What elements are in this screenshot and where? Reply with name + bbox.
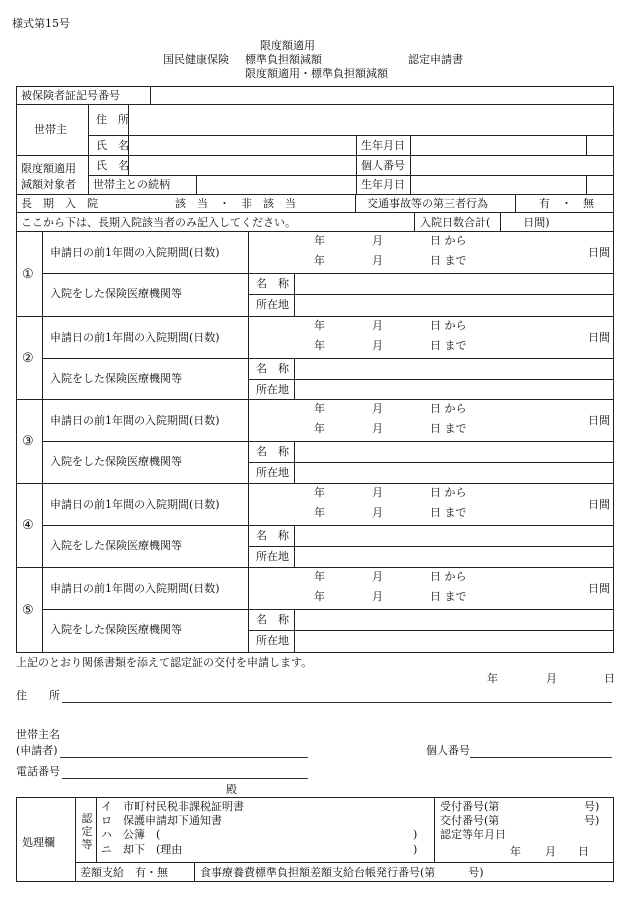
issue-number-suffix: 号)	[584, 814, 600, 827]
cert-date-year: 年	[510, 845, 521, 858]
stay-4-institution-address-label: 所在地	[256, 550, 289, 563]
processing-item-ro: ロ 保護申請却下通知書	[101, 814, 222, 827]
stay-2-number: ②	[22, 350, 34, 366]
long-hospital-option[interactable]: 該 当 ・ 非 該 当	[175, 197, 296, 210]
stay-3-institution-address-field[interactable]	[296, 463, 612, 482]
stay-1-institution-name-label: 名 称	[256, 277, 289, 290]
stay-2-institution-address-field[interactable]	[296, 380, 612, 399]
title-option-2: 標準負担額減額	[245, 53, 322, 66]
stay-4-days-label: 日間	[588, 498, 610, 511]
stay-2-period-label: 申請日の前1年間の入院期間(日数)	[50, 331, 220, 344]
householder-name-label: 氏 名	[96, 139, 129, 152]
receipt-number-label: 受付番号(第	[440, 800, 500, 813]
stay-3-from-month: 月	[372, 402, 383, 415]
certification-label: 認 定 等	[81, 812, 93, 851]
meal-cost-ledger: 食事療養費標準負担額差額支給台帳発行番号(第 号)	[200, 866, 484, 879]
stay-3-period-label: 申請日の前1年間の入院期間(日数)	[50, 414, 220, 427]
applicant-personal-number-field[interactable]	[470, 757, 612, 758]
long-hospital-label: 長 期 入 院	[21, 197, 98, 210]
householder-birthdate-label: 生年月日	[361, 139, 405, 152]
stay-4-institution-label: 入院をした保険医療機関等	[50, 539, 182, 552]
date-day: 日	[604, 672, 615, 685]
processing-item-i: イ 市町村民税非課税証明書	[101, 800, 244, 813]
stay-2-days-label: 日間	[588, 331, 610, 344]
stay-3-from-day: 日 から	[430, 402, 467, 415]
stay-3-institution-address-label: 所在地	[256, 466, 289, 479]
total-days-label: 入院日数合計( 日間)	[420, 216, 550, 229]
stay-5-period-label: 申請日の前1年間の入院期間(日数)	[50, 582, 220, 595]
honorific: 殿	[226, 783, 237, 796]
stay-3-institution-name-label: 名 称	[256, 445, 289, 458]
date-year: 年	[487, 672, 498, 685]
stay-2-from-month: 月	[372, 319, 383, 332]
stay-4-institution-name-label: 名 称	[256, 529, 289, 542]
stay-5-from-day: 日 から	[430, 570, 467, 583]
stay-5-institution-name-field[interactable]	[296, 610, 612, 629]
processing-item-ni: ニ 却下 (理由	[101, 843, 183, 856]
form-number: 様式第15号	[12, 17, 70, 30]
stay-1-to-day: 日 まで	[430, 254, 467, 267]
stay-5-institution-name-label: 名 称	[256, 613, 289, 626]
stay-4-to-year: 年	[314, 506, 325, 519]
title-option-1: 限度額適用	[260, 39, 315, 52]
stay-2-institution-address-label: 所在地	[256, 383, 289, 396]
stay-2-institution-label: 入院をした保険医療機関等	[50, 372, 182, 385]
stay-3-to-month: 月	[372, 422, 383, 435]
long-stay-note: ここから下は、長期入院該当者のみ記入してください。	[21, 216, 296, 229]
stay-5-to-year: 年	[314, 590, 325, 603]
receipt-number-suffix: 号)	[584, 800, 600, 813]
stay-1-institution-name-field[interactable]	[296, 274, 612, 293]
stay-1-number: ①	[22, 266, 34, 282]
stay-4-to-day: 日 まで	[430, 506, 467, 519]
target-name-label: 氏 名	[96, 159, 129, 172]
stay-3-number: ③	[22, 434, 34, 449]
processing-item-ha-close: )	[413, 828, 418, 841]
stay-4-number: ④	[22, 518, 34, 533]
applicant-address-label: 住 所	[16, 689, 60, 702]
title-prefix: 国民健康保険	[163, 53, 229, 66]
applicant-name-field[interactable]	[60, 757, 308, 758]
stay-2-to-day: 日 まで	[430, 339, 467, 352]
stay-2-from-year: 年	[314, 319, 325, 332]
personal-number-label: 個人番号	[361, 159, 405, 172]
issue-number-label: 交付番号(第	[440, 814, 500, 827]
target-person-label-1: 限度額適用	[21, 162, 76, 175]
stay-1-from-day: 日 から	[430, 234, 467, 247]
stay-5-from-year: 年	[314, 570, 325, 583]
stay-1-institution-label: 入院をした保険医療機関等	[50, 287, 182, 300]
target-birthdate-label: 生年月日	[361, 178, 405, 191]
householder-label: 世帯主	[34, 123, 67, 136]
stay-4-from-month: 月	[372, 486, 383, 499]
stay-3-institution-label: 入院をした保険医療機関等	[50, 455, 182, 468]
insured-number-label: 被保険者証記号番号	[21, 89, 120, 102]
stay-1-to-month: 月	[372, 254, 383, 267]
stay-1-institution-address-field[interactable]	[296, 295, 612, 314]
stay-2-institution-name-field[interactable]	[296, 359, 612, 378]
traffic-accident-option[interactable]: 有 ・ 無	[539, 197, 594, 210]
stay-2-from-day: 日 から	[430, 319, 467, 332]
target-person-label-2: 減額対象者	[21, 178, 76, 191]
stay-2-to-month: 月	[372, 339, 383, 352]
stay-1-from-year: 年	[314, 234, 325, 247]
stay-4-institution-address-field[interactable]	[296, 547, 612, 566]
relationship-label: 世帯主との続柄	[93, 178, 170, 191]
stay-1-institution-address-label: 所在地	[256, 298, 289, 311]
stay-5-from-month: 月	[372, 570, 383, 583]
stay-3-to-year: 年	[314, 422, 325, 435]
cert-date-month: 月	[545, 845, 556, 858]
stay-3-days-label: 日間	[588, 414, 610, 427]
householder-address-label: 住 所	[96, 113, 129, 126]
householder-name-label-2: 世帯主名	[16, 728, 60, 741]
date-month: 月	[546, 672, 557, 685]
phone-label: 電話番号	[16, 765, 60, 778]
stay-3-to-day: 日 まで	[430, 422, 467, 435]
applicant-label: (申請者)	[16, 744, 58, 757]
title-option-3: 限度額適用・標準負担額減額	[245, 67, 388, 80]
title-suffix: 認定申請書	[408, 53, 463, 66]
stay-3-from-year: 年	[314, 402, 325, 415]
cert-date-day: 日	[578, 845, 589, 858]
stay-5-to-month: 月	[372, 590, 383, 603]
stay-5-institution-label: 入院をした保険医療機関等	[50, 623, 182, 636]
stay-4-institution-name-field[interactable]	[296, 526, 612, 545]
applicant-personal-number-label: 個人番号	[426, 744, 470, 757]
stay-4-from-year: 年	[314, 486, 325, 499]
stay-1-period-label: 申請日の前1年間の入院期間(日数)	[50, 246, 220, 259]
stay-5-days-label: 日間	[588, 582, 610, 595]
applicant-address-field[interactable]	[62, 702, 612, 703]
stay-3-institution-name-field[interactable]	[296, 442, 612, 461]
stay-2-institution-name-label: 名 称	[256, 362, 289, 375]
stay-5-number: ⑤	[22, 603, 34, 618]
stay-1-from-month: 月	[372, 234, 383, 247]
phone-field[interactable]	[62, 778, 308, 779]
processing-header: 処理欄	[22, 836, 55, 849]
stay-4-to-month: 月	[372, 506, 383, 519]
stay-4-from-day: 日 から	[430, 486, 467, 499]
stay-1-to-year: 年	[314, 254, 325, 267]
declaration-text: 上記のとおり関係書類を添えて認定証の交付を申請します。	[16, 656, 313, 669]
difference-payment: 差額支給 有・無	[80, 866, 168, 879]
traffic-accident-label: 交通事故等の第三者行為	[367, 197, 488, 210]
stay-5-institution-address-field[interactable]	[296, 631, 612, 650]
processing-item-ha: ハ 公簿 (	[101, 828, 161, 841]
certification-date-label: 認定等年月日	[440, 828, 506, 841]
stay-5-institution-address-label: 所在地	[256, 634, 289, 647]
processing-item-ni-close: )	[413, 843, 418, 856]
stay-1-days-label: 日間	[588, 246, 610, 259]
stay-5-to-day: 日 まで	[430, 590, 467, 603]
stay-4-period-label: 申請日の前1年間の入院期間(日数)	[50, 498, 220, 511]
stay-2-to-year: 年	[314, 339, 325, 352]
